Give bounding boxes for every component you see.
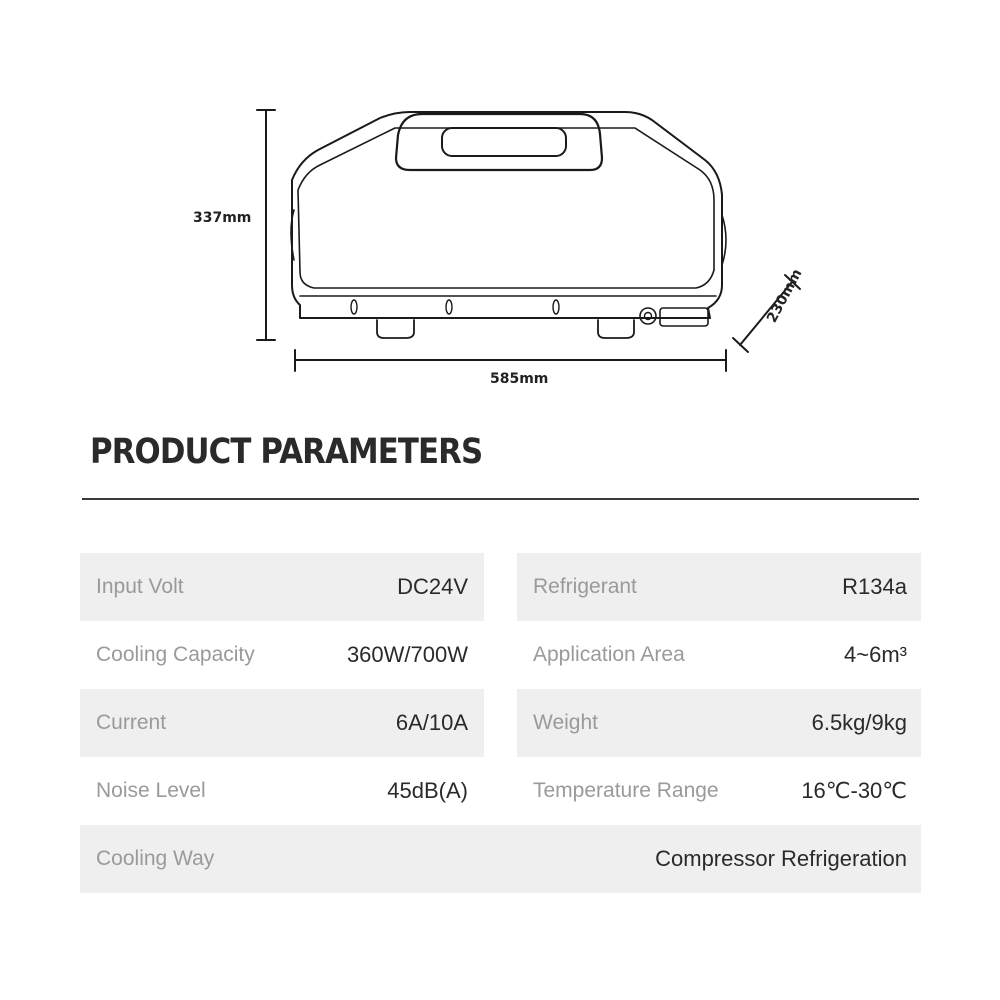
param-value: DC24V bbox=[397, 574, 468, 599]
parameters-table bbox=[80, 553, 921, 893]
height-dimension-label: 337mm bbox=[193, 210, 252, 226]
handle bbox=[396, 114, 602, 170]
param-label: Current bbox=[96, 711, 167, 734]
section-title: PRODUCT PARAMETERS bbox=[90, 432, 483, 472]
param-label: Noise Level bbox=[96, 779, 206, 802]
param-value: 45dB(A) bbox=[387, 778, 468, 803]
param-temperature-range bbox=[517, 757, 921, 825]
depth-dimension-label: 230mm bbox=[764, 266, 806, 326]
param-value: 6.5kg/9kg bbox=[811, 710, 907, 735]
air-conditioner-body bbox=[291, 112, 726, 338]
param-label: Weight bbox=[533, 711, 598, 734]
param-label: Temperature Range bbox=[533, 779, 719, 802]
product-dimension-drawing bbox=[0, 0, 1000, 400]
param-noise-level bbox=[80, 757, 484, 825]
height-dimension-line bbox=[257, 110, 275, 340]
table-row bbox=[80, 689, 921, 757]
param-weight bbox=[517, 689, 921, 757]
table-row bbox=[80, 757, 921, 825]
param-value: 6A/10A bbox=[395, 710, 468, 735]
param-label: Cooling Capacity bbox=[96, 643, 255, 666]
table-row bbox=[80, 553, 921, 621]
param-value: R134a bbox=[842, 574, 907, 599]
table-row bbox=[80, 825, 921, 893]
param-value: 16℃-30℃ bbox=[801, 778, 907, 803]
param-cooling-capacity bbox=[80, 621, 484, 689]
param-value: 360W/700W bbox=[346, 642, 468, 667]
title-divider bbox=[82, 498, 919, 500]
param-label: Refrigerant bbox=[533, 575, 637, 598]
param-value: 4~6m³ bbox=[844, 642, 907, 667]
param-refrigerant bbox=[517, 553, 921, 621]
param-value: Compressor Refrigeration bbox=[655, 846, 907, 871]
param-label: Cooling Way bbox=[96, 847, 215, 870]
param-application-area bbox=[517, 621, 921, 689]
width-dimension-line bbox=[295, 350, 726, 371]
width-dimension-label: 585mm bbox=[490, 371, 549, 387]
param-label: Input Volt bbox=[96, 575, 184, 598]
table-row bbox=[80, 621, 921, 689]
param-current bbox=[80, 689, 484, 757]
param-label: Application Area bbox=[533, 643, 685, 666]
param-cooling-way bbox=[80, 825, 921, 893]
param-input-volt bbox=[80, 553, 484, 621]
